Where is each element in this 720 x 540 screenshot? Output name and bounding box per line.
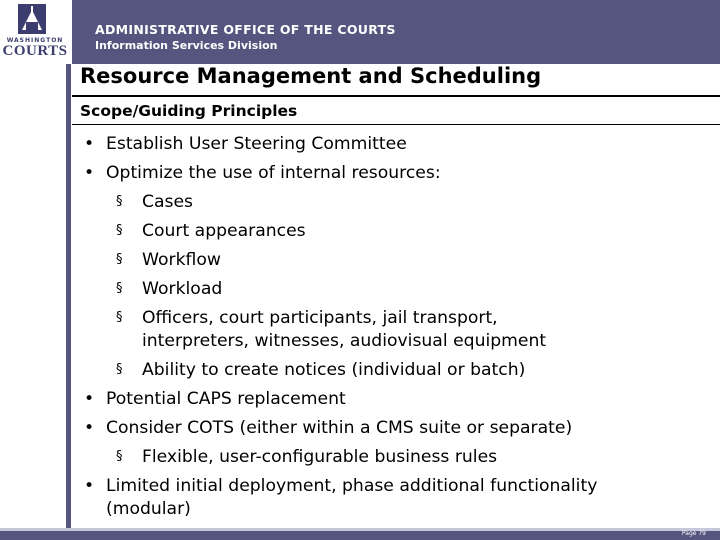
sub-bullet-icon: § (116, 310, 123, 325)
list-item: Establish User Steering Committee (106, 134, 407, 154)
sub-list-item: Officers, court participants, jail transport, (142, 308, 498, 328)
washington-courts-logo (0, 0, 72, 64)
org-name: ADMINISTRATIVE OFFICE OF THE COURTS (95, 22, 396, 37)
sub-list-item: Ability to create notices (individual or batch) (142, 360, 526, 380)
slide-title: Resource Management and Scheduling (80, 64, 542, 88)
side-bar (66, 64, 71, 536)
sub-bullet-icon: § (116, 449, 123, 464)
sub-bullet-icon: § (116, 281, 123, 296)
sub-list-item: Cases (142, 192, 194, 212)
bullet-icon: • (84, 134, 95, 154)
page-number: Page 79 (681, 530, 706, 537)
list-item: Consider COTS (either within a CMS suite or separate) (106, 418, 573, 438)
bullet-icon: • (84, 418, 95, 438)
sub-list-item: Workload (142, 279, 223, 299)
sub-bullet-icon: § (116, 362, 123, 377)
sub-list-item: Flexible, user-configurable business rules (142, 447, 498, 467)
division-name: Information Services Division (95, 39, 278, 52)
sub-bullet-icon: § (116, 194, 123, 209)
sub-list-item: Court appearances (142, 221, 306, 241)
footer-band (0, 531, 720, 540)
sub-bullet-icon: § (116, 252, 123, 267)
list-item: Limited initial deployment, phase additional functionality (106, 476, 598, 496)
list-item: Potential CAPS replacement (106, 389, 346, 409)
logo-wordmark: COURTS (2, 43, 68, 59)
sub-bullet-icon: § (116, 223, 123, 238)
capitol-dome-icon (18, 4, 46, 34)
logo-small-text: WASHINGTON (6, 37, 64, 44)
sub-list-item-continued: interpreters, witnesses, audiovisual equipment (142, 331, 547, 351)
bullet-icon: • (84, 389, 95, 409)
subtitle-rule (72, 124, 720, 125)
sub-list-item: Workflow (142, 250, 221, 270)
list-item-continued: (modular) (106, 499, 191, 519)
bullet-icon: • (84, 476, 95, 496)
slide-subtitle: Scope/Guiding Principles (80, 102, 298, 120)
bullet-icon: • (84, 163, 95, 183)
list-item: Optimize the use of internal resources: (106, 163, 441, 183)
title-rule (72, 95, 720, 97)
